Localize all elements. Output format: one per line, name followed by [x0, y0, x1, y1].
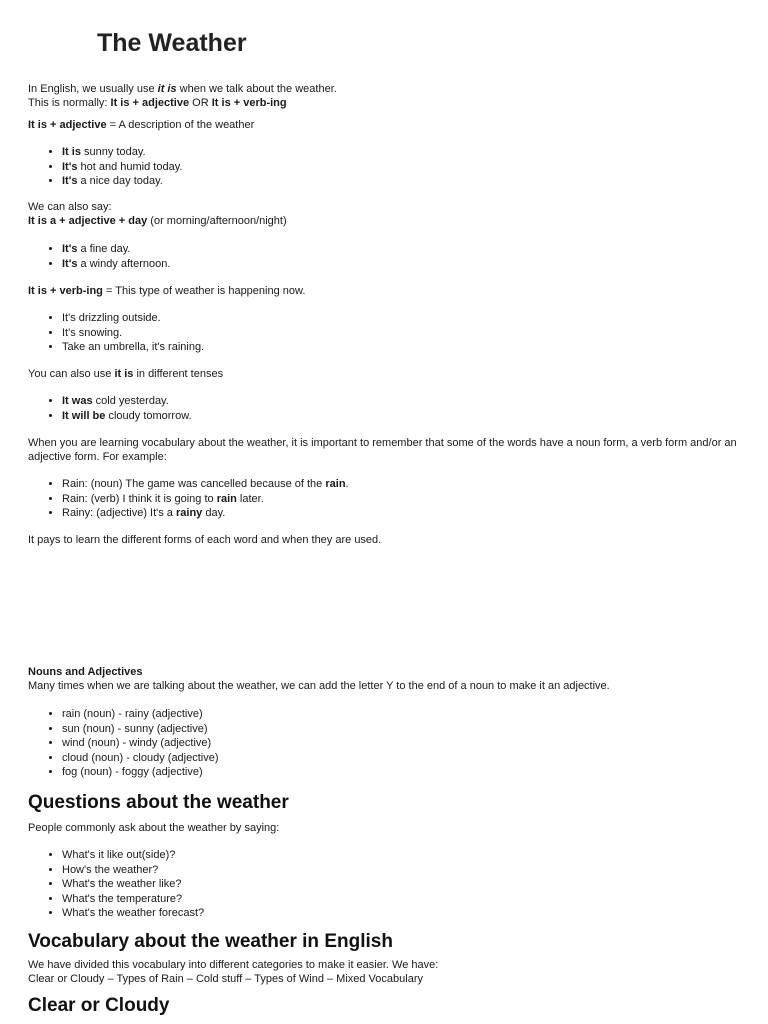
list-item: • fog (noun) - foggy (adjective) — [62, 765, 748, 780]
intro-line-2 — [28, 96, 748, 110]
list-item: • It's a nice day today. — [62, 174, 748, 189]
verb-list — [28, 311, 748, 355]
questions-section — [28, 791, 748, 815]
rule-bold: It is + verb-ing — [28, 285, 103, 297]
list-item: • wind (noun) - windy (adjective) — [62, 736, 748, 751]
list-item: • Take an umbrella, it's raining. — [62, 340, 748, 355]
list-item: • rain (noun) - rainy (adjective) — [62, 707, 748, 722]
intro-bold: It is + adjective — [110, 97, 190, 109]
list-item: • sun (noun) - sunny (adjective) — [62, 722, 748, 737]
intro-paragraph — [28, 82, 748, 110]
vocab-forms-list — [28, 477, 748, 521]
list-item: • It was cold yesterday. — [62, 394, 748, 409]
list-item: • What's it like out(side)? — [62, 848, 748, 863]
intro-emphasis: it is — [157, 83, 177, 95]
questions-heading: Questions about the weather — [28, 792, 289, 813]
intro-text: This is normally: — [28, 97, 111, 109]
intro-text: OR — [189, 97, 212, 109]
list-item: • How's the weather? — [62, 863, 748, 878]
verb-section-heading — [28, 284, 748, 298]
rule-text: = A description of the weather — [106, 119, 255, 131]
list-item: • It's hot and humid today. — [62, 160, 748, 175]
list-item: • What's the weather like? — [62, 877, 748, 892]
adjective-examples — [28, 145, 748, 189]
clear-cloudy-heading: Clear or Cloudy — [28, 995, 170, 1016]
nouns-adjectives-examples — [28, 707, 748, 780]
also-say-rule: It is a + adjective + day (or morning/afternoon/night) — [28, 215, 287, 227]
vocabulary-section — [28, 930, 748, 954]
nouns-adjectives-paragraph: Many times when we are talking about the weather, we can add the letter Y to the end of a noun to make it an adjective. — [28, 680, 610, 692]
vocabulary-heading: Vocabulary about the weather in English — [28, 931, 393, 952]
list-item: • It's a windy afternoon. — [62, 257, 748, 272]
questions-examples — [28, 848, 748, 921]
list-item: • What's the temperature? — [62, 892, 748, 907]
list-item: • It's snowing. — [62, 326, 748, 341]
rule-text: = This type of weather is happening now. — [102, 285, 306, 297]
rule-bold: It is + adjective — [28, 119, 107, 131]
list-item: • It's a fine day. — [62, 242, 748, 257]
also-say-examples — [28, 242, 748, 271]
nouns-adjectives-section — [28, 665, 748, 693]
list-item: • It is sunny today. — [62, 145, 748, 160]
vocab-forms-examples — [28, 477, 748, 521]
list-item: • It's drizzling outside. — [62, 311, 748, 326]
also-say-paragraph — [28, 200, 748, 228]
also-say-list — [28, 242, 748, 271]
tenses-paragraph: You can also use it is in different tenses — [28, 368, 224, 380]
adjective-section-heading — [28, 118, 748, 132]
also-say-line: We can also say: — [28, 201, 112, 213]
list-item: • cloud (noun) - cloudy (adjective) — [62, 751, 748, 766]
intro-text: In English, we usually use — [28, 83, 158, 95]
vocab-forms-paragraph: When you are learning vocabulary about the weather, it is important to remember that some of the words have a noun form, a verb form and/or an adjective form. For example: — [28, 437, 737, 463]
intro-text: when we talk about the weather. — [176, 83, 337, 95]
list-item: • Rain: (noun) The game was cancelled because of the rain. — [62, 477, 748, 492]
vocabulary-paragraph: We have divided this vocabulary into different categories to make it easier. We have: Clear or Cloudy – Types of Rain – Cold stuff – Types of Wind – Mixed Vocabulary — [28, 959, 439, 985]
nouns-adjectives-heading: Nouns and Adjectives — [28, 666, 143, 678]
list-item: • It will be cloudy tomorrow. — [62, 409, 748, 424]
questions-list — [28, 848, 748, 921]
list-item: • Rain: (verb) I think it is going to rain later. — [62, 492, 748, 507]
vocab-forms-closing: It pays to learn the different forms of each word and when they are used. — [28, 534, 382, 546]
clear-cloudy-section — [28, 994, 748, 1018]
adjective-list — [28, 145, 748, 189]
verb-examples — [28, 311, 748, 355]
intro-line-1 — [28, 82, 748, 96]
page-title: The Weather — [97, 29, 247, 57]
questions-paragraph: People commonly ask about the weather by saying: — [28, 822, 280, 834]
list-item: • Rainy: (adjective) It's a rainy day. — [62, 506, 748, 521]
intro-bold: It is + verb-ing — [211, 97, 287, 109]
tenses-list — [28, 394, 748, 423]
nouns-adjectives-list — [28, 707, 748, 780]
tenses-examples — [28, 394, 748, 423]
list-item: • What's the weather forecast? — [62, 906, 748, 921]
